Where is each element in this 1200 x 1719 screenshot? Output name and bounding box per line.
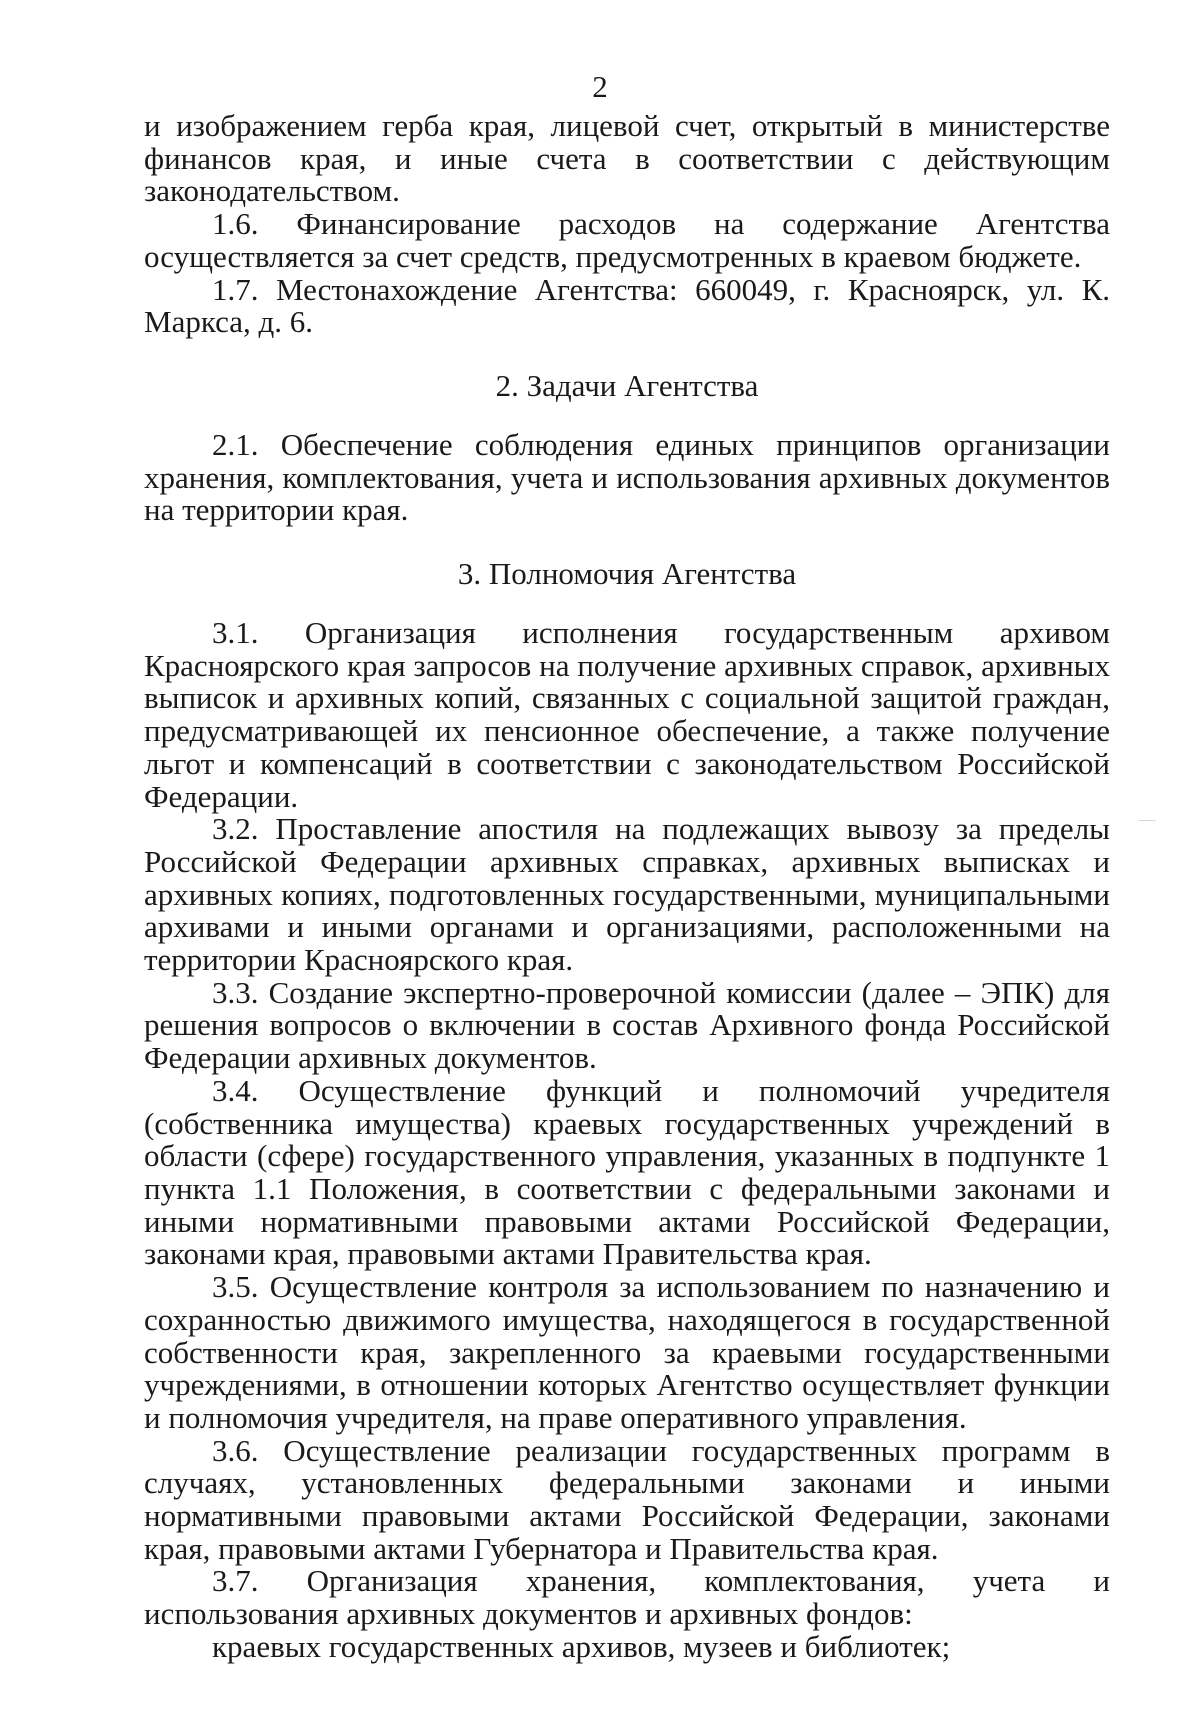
document-body — [144, 110, 1110, 1664]
paragraph-3-4: 3.4. Осуществление функций и полномочий учредителя (собственника имущества) краевых государственных учреждений в области (сфере) государственного управления, указанных в подпункте 1 пункта 1.1 Положения, в соответствии с федеральными законами и иными нормативными правовыми актами Российской Федерации, законами края, правовыми актами Правительства края. — [144, 1072, 1110, 1272]
paragraph-3-3: 3.3. Создание экспертно-проверочной комиссии (далее – ЭПК) для решения вопросов о включении в состав Архивного фонда Российской Федерации архивных документов. — [144, 974, 1110, 1076]
section-2-heading: 2. Задачи Агентства — [495, 367, 759, 403]
paragraph-3-6: 3.6. Осуществление реализации государственных программ в случаях, установленных федеральными законами и иными нормативными правовыми актами Российской Федерации, законами края, правовыми актами Губернатора и Правительства края. — [144, 1432, 1110, 1566]
section-3-heading: 3. Полномочия Агентства — [457, 556, 797, 592]
paragraph-3-2: 3.2. Проставление апостиля на подлежащих вывозу за пределы Российской Федерации архивных справках, архивных выписках и архивных копиях, подготовленных государственными, муниципальными архивами и иными органами и организациями, расположенными на территории Красноярского края. — [144, 811, 1110, 978]
paragraph-continuation: и изображением герба края, лицевой счет, открытый в министерстве финансов края, и иные счета в соответствии с действующим законодательством. — [144, 108, 1110, 209]
paragraph-3-5: 3.5. Осуществление контроля за использованием по назначению и сохранностью движимого имущества, находящегося в государственной собственности края, закрепленного за краевыми государственными учреждениями, в отношении которых Агентство осуществляет функции и полномочия учредителя, на праве оперативного управления. — [144, 1269, 1110, 1435]
paragraph-2-1: 2.1. Обеспечение соблюдения единых принципов организации хранения, комплектования, учета и использования архивных документов на территории края. — [144, 426, 1110, 528]
scan-artifact — [1138, 820, 1156, 821]
page-number: 2 — [592, 69, 608, 104]
paragraph-1-6: 1.6. Финансирование расходов на содержание Агентства осуществляется за счет средств, предусмотренных в краевом бюджете. — [144, 206, 1110, 274]
paragraph-3-7: 3.7. Организация хранения, комплектования, учета и использования архивных документов и архивных фондов: — [144, 1563, 1110, 1632]
paragraph-1-7: 1.7. Местонахождение Агентства: 660049, г. Красноярск, ул. К. Маркса, д. 6. — [144, 271, 1110, 340]
paragraph-3-7-list-item: краевых государственных архивов, музеев и библиотек; — [212, 1628, 951, 1664]
paragraph-3-1: 3.1. Организация исполнения государственным архивом Красноярского края запросов на получение архивных справок, архивных выписок и архивных копий, связанных с социальной защитой граждан, предусматривающей их пенсионное обеспечение, а также получение льгот и компенсаций в соответствии с законодательством Российской Федерации. — [144, 615, 1110, 814]
